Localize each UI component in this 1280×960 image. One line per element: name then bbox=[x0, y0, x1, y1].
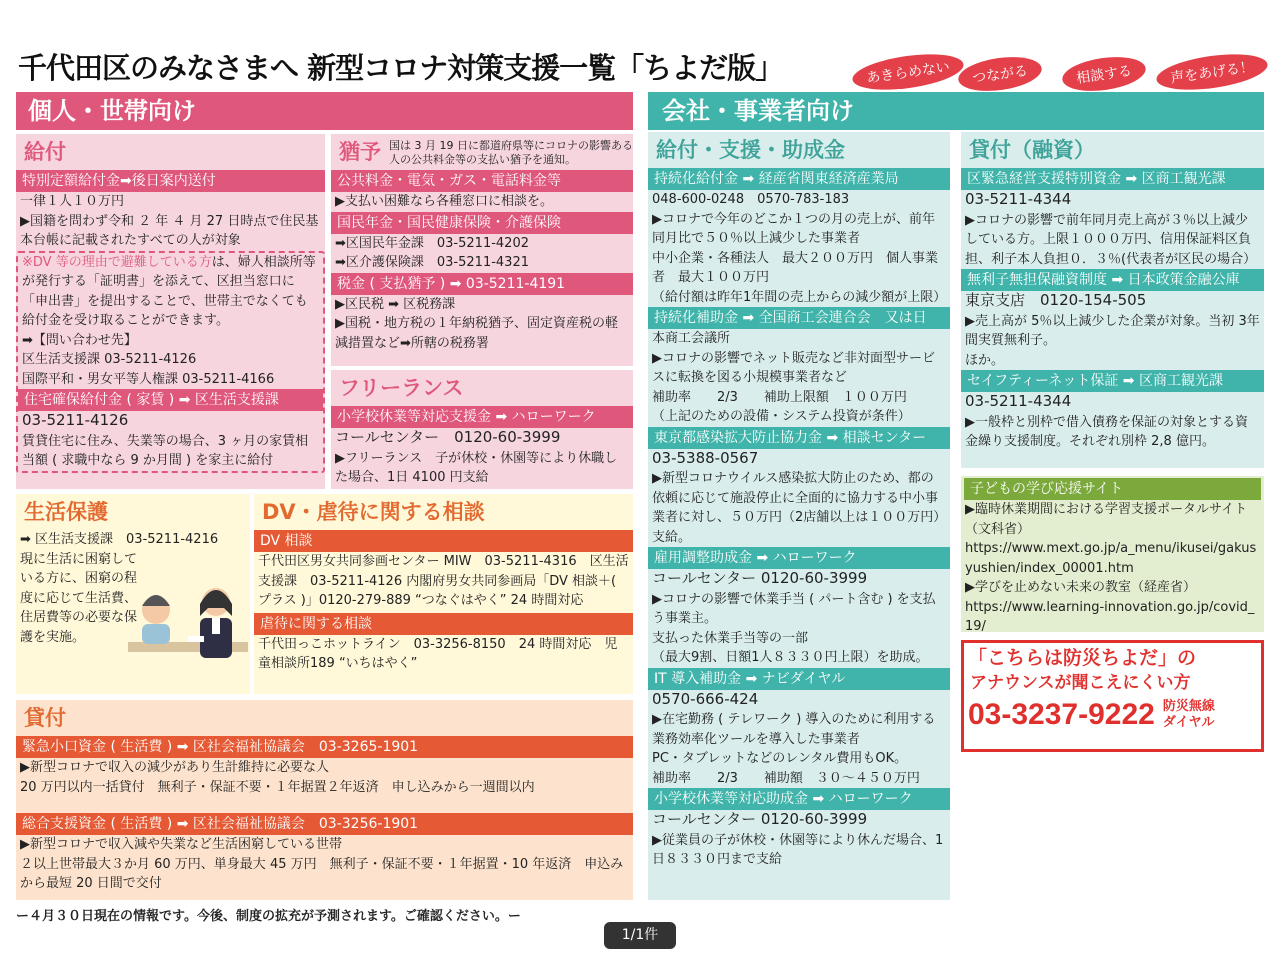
kashitsuke-label-1: 緊急小口資金 ( 生活費 ) ➡ 区社会福祉協議会 03-3265-1901 bbox=[16, 736, 633, 758]
dv-text-1: 千代田区男女共同参画センター MIW 03-5211-4316 区生活支援課 03-5211-4126 内閣府男女共同参画局「DV 相談＋( プラス )」0120-279-889 “つなぐはやく” 24 時間対応 bbox=[258, 554, 629, 608]
loan-text-2: ▶コロナの影響で前年同月売上高が３％以上減少している方。上限１０００万円、信用保証料区負担、利子本人負担０．３％(代表者が区民の場合） bbox=[965, 212, 1257, 267]
freelance-text: ▶フリーランス 子が休校・休園等により休職した場合、1日 4100 円支給 bbox=[335, 450, 618, 485]
kyufu-text-2: ▶国籍を問わず令和 ２ 年 ４ 月 27 日時点で住民基本台帳に記載されたすべての人が対象 bbox=[20, 213, 319, 248]
business-text-4: （給付額は昨年1年間の売上からの減少額が上限） bbox=[652, 289, 947, 305]
business-text-12: ▶コロナの影響で休業手当 ( パート含む ) を支払う事業主。 bbox=[652, 591, 936, 626]
business-text-7: 補助率 2/3 補助上限額 １００万円 bbox=[652, 389, 907, 405]
kyufu-heading: 給付 bbox=[24, 140, 66, 164]
yuyo-text-3: ➡区介護保険課 03-5211-4321 bbox=[335, 255, 529, 270]
footer-note: ー４月３０日現在の情報です。今後、制度の拡充が予測されます。ご確認ください。ー bbox=[16, 909, 521, 924]
freelance-phone: コールセンター 0120-60-3999 bbox=[335, 428, 561, 446]
loan-text-4: ▶売上高が 5％以上減少した企業が対象。当初 3年間実質無利子。 bbox=[965, 313, 1260, 348]
business-text-17: PC・タブレットなどのレンタル費用もOK。 bbox=[652, 751, 908, 766]
slogan-4: 声をあげる！ bbox=[1154, 48, 1269, 95]
seikatsu-panel bbox=[16, 494, 250, 694]
dv-label-2: 虐待に関する相談 bbox=[254, 613, 633, 635]
bousai-sub: 防災無線 ダイヤル bbox=[1162, 699, 1215, 730]
kashitsuke-label-2: 総合支援資金 ( 生活費 ) ➡ 区社会福祉協議会 03-3256-1901 bbox=[16, 813, 633, 835]
bousai-line-1: 「こちらは防災ちよだ」の bbox=[968, 647, 1197, 669]
kodomo-link-2[interactable]: https://www.learning-innovation.go.jp/covid_19/ bbox=[965, 599, 1255, 632]
business-text-19: コールセンター 0120-60-3999 bbox=[652, 810, 868, 828]
business-label-6: 小学校休業等対応助成金 ➡ ハローワーク bbox=[648, 788, 950, 810]
business-text-5: 本商工会議所 bbox=[652, 331, 731, 346]
business-text-6: ▶コロナの影響でネット販売など非対面型サービスに転換を図る小規模事業者など bbox=[652, 350, 935, 385]
dv-panel bbox=[254, 494, 633, 694]
freelance-label: 小学校休業等対応支援金 ➡ ハローワーク bbox=[331, 406, 633, 428]
business-text-3: 中小企業・各種法人 最大２００万円 個人事業者 最大１００万円 bbox=[652, 250, 939, 285]
seikatsu-text-2: 現に生活に困窮している方に、困窮の程度に応じて生活費、住居費等の必要な保護を実施。 bbox=[20, 551, 138, 645]
loan-label-1: 区緊急経営支援特別資金 ➡ 区商工観光課 bbox=[961, 168, 1264, 190]
yuyo-text-4: ▶区民税 ➡ 区税務課 bbox=[335, 296, 456, 312]
kodomo-text-2: ▶学びを止めない未来の教室（経産省） bbox=[965, 580, 1196, 595]
business-text-15: 0570-666-424 bbox=[652, 689, 759, 708]
loan-text-3: 東京支店 0120-154-505 bbox=[965, 291, 1147, 309]
yuyo-label-2: 国民年金・国民健康保険・介護保険 bbox=[331, 212, 633, 234]
freelance-panel bbox=[331, 370, 633, 489]
kashitsuke-heading: 貸付 bbox=[24, 706, 66, 730]
business-text-16: ▶在宅勤務 ( テレワーク ) 導入のために利用する業務効率化ツールを導入した事業者 bbox=[652, 712, 936, 747]
dv-note-box bbox=[16, 251, 325, 473]
loan-text-7: ▶一般枠と別枠で借入債務を保証の対象とする資金繰り支援制度。それぞれ別枠 2,8 億円。 bbox=[965, 414, 1248, 449]
kyufu-panel bbox=[16, 134, 325, 489]
slogan-3: 相談する bbox=[1060, 52, 1148, 95]
page-indicator[interactable]: 1/1件 bbox=[604, 922, 676, 949]
business-label-2: 持続化補助金 ➡ 全国商工会連合会 又は日 bbox=[648, 307, 950, 329]
dv-note-phone-1: 区生活支援課 03-5211-4126 bbox=[22, 352, 197, 367]
business-text-13: 支払った休業手当等の一部 bbox=[652, 630, 809, 646]
kashitsuke-panel bbox=[16, 700, 633, 900]
business-text-20: ▶従業員の子が休校・休園等により休んだ場合、1日８３３０円まで支給 bbox=[652, 832, 944, 867]
loan-text-1: 03-5211-4344 bbox=[965, 190, 1072, 208]
freelance-heading: フリーランス bbox=[339, 376, 464, 400]
business-panel bbox=[648, 132, 950, 900]
yuyo-note: 国は 3 月 19 日に都道府県等にコロナの影響ある人の公共料金等の支払い猶予を通知。 bbox=[389, 139, 633, 166]
business-label-1: 持続化給付金 ➡ 経産省関東経済産業局 bbox=[648, 168, 950, 190]
business-text-1: 048-600-0248 0570-783-183 bbox=[652, 192, 850, 207]
business-text-9: 03-5388-0567 bbox=[652, 448, 759, 467]
business-text-11: コールセンター 0120-60-3999 bbox=[652, 569, 868, 587]
kyufu-text-1: 一律１人１０万円 bbox=[20, 194, 125, 209]
dv-note-lead: ※DV 等の理由で避難している方 bbox=[22, 254, 212, 270]
business-text-18: 補助率 2/3 補助額 ３０～４５０万円 bbox=[652, 770, 920, 786]
dv-heading: DV・虐待に関する相談 bbox=[262, 500, 485, 524]
bousai-panel bbox=[961, 640, 1264, 752]
loan-panel bbox=[961, 132, 1264, 468]
kyufu-label-2: 住宅確保給付金 ( 家賃 ) ➡ 区生活支援課 bbox=[18, 389, 323, 411]
yuyo-text-1: ▶支払い困難なら各種窓口に相談を。 bbox=[335, 194, 553, 209]
yuyo-heading: 猶予 bbox=[339, 140, 381, 164]
dv-note-phone-2: 国際平和・男女平等人権課 03-5211-4166 bbox=[22, 371, 275, 387]
kashitsuke-text-2: 20 万円以内一括貸付 無利子・保証不要・１年据置２年返済 申し込みから一週間以内 bbox=[20, 779, 535, 795]
business-text-2: ▶コロナで今年のどこか１つの月の売上が、前年同月比で５０％以上減少した事業者 bbox=[652, 211, 935, 246]
section-individual: 個人・世帯向け bbox=[16, 92, 633, 130]
business-heading: 給付・支援・助成金 bbox=[656, 138, 845, 162]
loan-label-3: セイフティーネット保証 ➡ 区商工観光課 bbox=[961, 370, 1264, 392]
business-label-3: 東京都感染拡大防止協力金 ➡ 相談センター bbox=[648, 427, 950, 449]
kashitsuke-text-4: ２以上世帯最大３か月 60 万円、単身最大 45 万円 無利子・保証不要・１年据置・10 年返済 申込みから最短 20 日間で交付 bbox=[20, 856, 624, 891]
kashitsuke-text-1: ▶新型コロナで収入の減少があり生計維持に必要な人 bbox=[20, 760, 329, 775]
slogan-2: つながる bbox=[956, 52, 1044, 95]
consultation-illustration bbox=[128, 572, 248, 688]
page-title: 千代田区のみなさまへ 新型コロナ対策支援一覧「ちよだ版」 bbox=[18, 51, 784, 85]
business-label-4: 雇用調整助成金 ➡ ハローワーク bbox=[648, 547, 950, 569]
business-text-8: （上記のための設備・システム投資が条件） bbox=[652, 409, 911, 424]
yuyo-panel bbox=[331, 134, 633, 366]
kodomo-label: 子どもの学び応援サイト bbox=[964, 478, 1261, 500]
yuyo-text-2: ➡区国民年金課 03-5211-4202 bbox=[335, 235, 529, 251]
dv-note-body: は、婦人相談所等が発行する「証明書」を添えて、区担当窓口に「申出書」を提出することで、世帯主でなくても給付金を受け取ることができます。 bbox=[22, 254, 316, 328]
loan-heading: 貸付（融資） bbox=[969, 138, 1095, 162]
kodomo-text-1: ▶臨時休業期間における学習支援ポータルサイト（文科省） bbox=[965, 502, 1248, 537]
slogan-1: あきらめない bbox=[850, 48, 965, 95]
kodomo-link-1[interactable]: https://www.mext.go.jp/a_menu/ikusei/gakusyushien/index_00001.htm bbox=[965, 541, 1257, 576]
section-business: 会社・事業者向け bbox=[648, 92, 1264, 130]
seikatsu-text-1: ➡ 区生活支援課 03-5211-4216 bbox=[20, 532, 219, 547]
seikatsu-heading: 生活保護 bbox=[24, 500, 108, 524]
dv-text-2: 千代田っこホットライン 03-3256-8150 24 時間対応 児童相談所189 “いちはやく” bbox=[258, 636, 618, 671]
kyufu-label-1: 特別定額給付金➡後日案内送付 bbox=[16, 170, 325, 192]
business-label-5: IT 導入補助金 ➡ ナビダイヤル bbox=[648, 668, 950, 690]
kyufu-phone: 03-5211-4126 bbox=[22, 411, 129, 429]
bousai-line-2: アナウンスが聞こえにくい方 bbox=[970, 673, 1191, 693]
business-text-10: ▶新型コロナウイルス感染拡大防止のため、都の依頼に応じて施設停止に全面的に協力する中小事業者に対し、５０万円（2店舗以上は１００万円）支給。 bbox=[652, 471, 940, 545]
business-text-14: （最大9割、日額1人８３３０円上限）を助成。 bbox=[652, 650, 929, 665]
kodomo-panel bbox=[961, 476, 1264, 632]
dv-label-1: DV 相談 bbox=[254, 530, 633, 552]
loan-text-5: ほか。 bbox=[965, 352, 1005, 368]
yuyo-text-5: ▶国税・地方税の１年納税猶予、固定資産税の軽減措置など➡所轄の税務署 bbox=[335, 316, 618, 351]
yuyo-label-3: 税金 ( 支払猶予 ) ➡ 03-5211-4191 bbox=[331, 273, 633, 295]
dv-note-contact: ➡【問い合わせ先】 bbox=[22, 332, 137, 348]
bousai-phone: 03-3237-9222 bbox=[968, 698, 1155, 731]
kashitsuke-text-3: ▶新型コロナで収入減や失業など生活困窮している世帯 bbox=[20, 837, 342, 852]
loan-label-2: 無利子無担保融資制度 ➡ 日本政策金融公庫 bbox=[961, 269, 1264, 291]
loan-text-6: 03-5211-4344 bbox=[965, 392, 1072, 410]
yuyo-label-1: 公共料金・電気・ガス・電話料金等 bbox=[331, 170, 633, 192]
kyufu-text-4: 賃貸住宅に住み、失業等の場合、3 ヶ月の家賃相当額 ( 求職中なら 9 か月間 ) を家主に給付 bbox=[22, 433, 309, 468]
